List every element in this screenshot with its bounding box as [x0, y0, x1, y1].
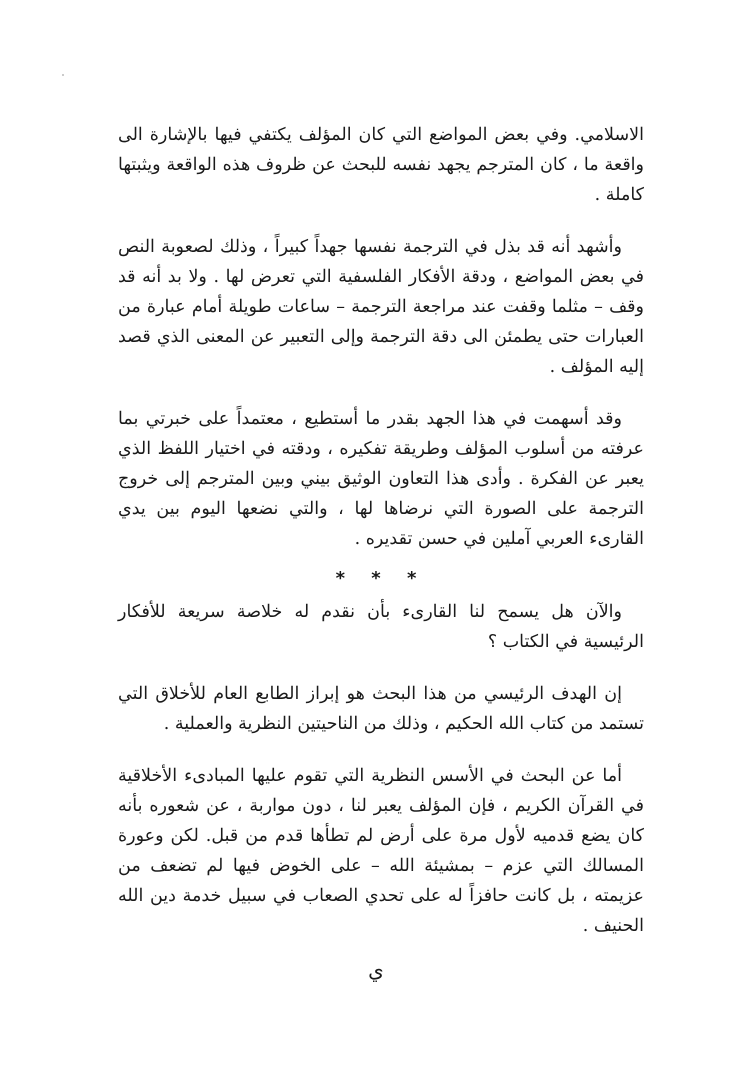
page-body — [118, 120, 644, 941]
section-separator: * * * — [335, 568, 427, 589]
scan-speck — [62, 74, 64, 76]
paragraph-6: أما عن البحث في الأسس النظرية التي تقوم عليها المبادىء الأخلاقية في القرآن الكريم ، فإن المؤلف يعبر لنا ، دون مواربة ، عن شعوره بأنه كان يضع قدميه لأول مرة على أرض لم تطأها قدم من قبل. لكن وعورة المسالك التي عزم – بمشيئة الله – على الخوض فيها لم تضعف من عزيمته ، بل كانت حافزاً له على تحدي الصعاب في سبيل خدمة دين الله الحنيف . — [118, 766, 644, 936]
paragraph-1: الاسلامي. وفي بعض المواضع التي كان المؤلف يكتفي فيها بالإشارة الى واقعة ما ، كان المترجم يجهد نفسه للبحث عن ظروف هذه الواقعة ويثبتها كاملة . — [118, 125, 644, 205]
paragraph-5: إن الهدف الرئيسي من هذا البحث هو إبراز الطابع العام للأخلاق التي تستمد من كتاب الله الحكيم ، وذلك من الناحيتين النظرية والعملية . — [118, 684, 644, 734]
paragraph-4: والآن هل يسمح لنا القارىء بأن نقدم له خلاصة سريعة للأفكار الرئيسية في الكتاب ؟ — [118, 602, 644, 652]
paragraph-3: وقد أسهمت في هذا الجهد بقدر ما أستطيع ، معتمداً على خبرتي بما عرفته من أسلوب المؤلف وطريقة تفكيره ، ودقته في اختيار اللفظ الذي يعبر عن الفكرة . وأدى هذا التعاون الوثيق بيني وبين المترجم إلى خروج الترجمة على الصورة التي نرضاها لها ، والتي نضعها اليوم بين يدي القارىء العربي آملين في حسن تقديره . — [118, 409, 644, 549]
page-number: ي — [368, 958, 384, 982]
paragraph-2: وأشهد أنه قد بذل في الترجمة نفسها جهداً كبيراً ، وذلك لصعوبة النص في بعض المواضع ، ودقة الأفكار الفلسفية التي تعرض لها . ولا بد أنه قد وقف – مثلما وقفت عند مراجعة الترجمة – ساعات طويلة أمام عبارة من العبارات حتى يطمئن الى دقة الترجمة وإلى التعبير عن المعنى الذي قصد إليه المؤلف . — [118, 237, 644, 377]
